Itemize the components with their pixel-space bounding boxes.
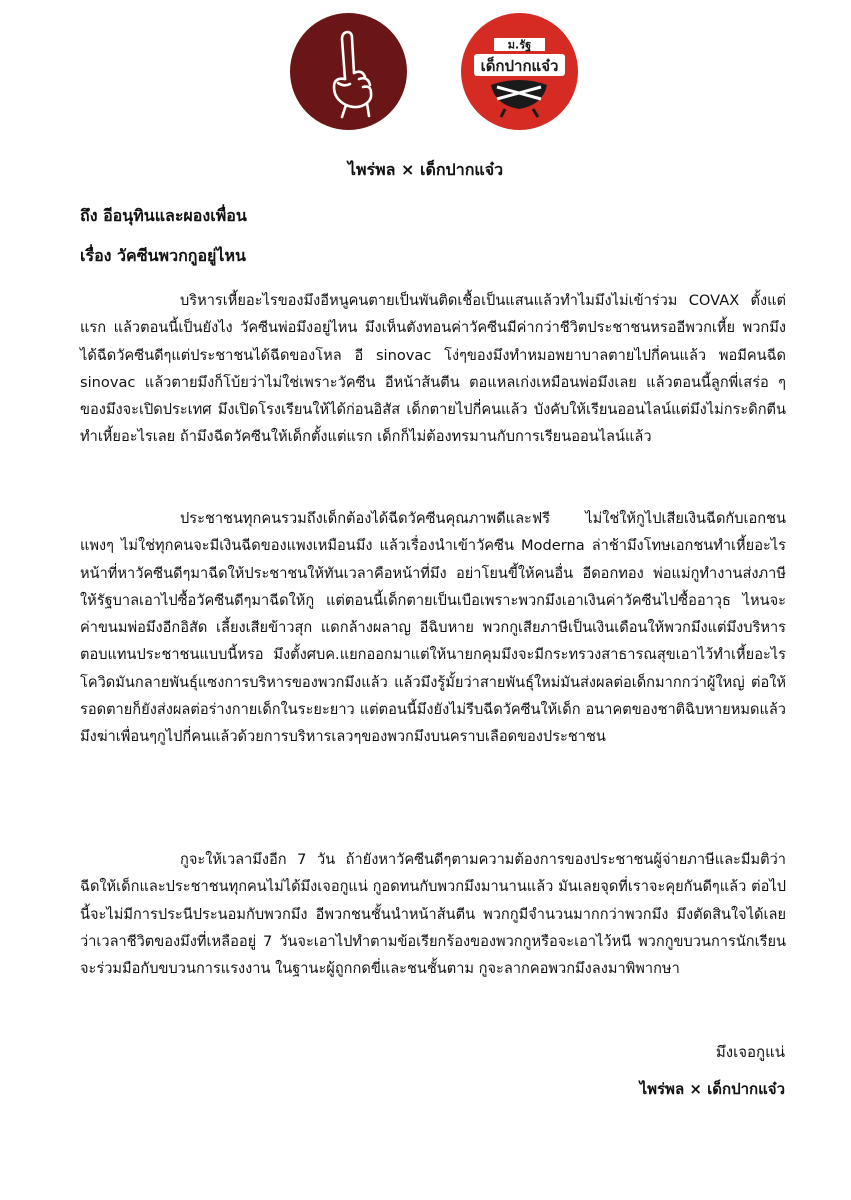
letter-recipient: ถึง อีอนุทินและผองเพื่อน [80,206,247,225]
letter-heading: ไพร่พล × เด็กปากแจ๋ว [347,160,504,179]
dek-pak-jaew-logo [461,13,578,130]
letter-paragraph-3: กูจะให้เวลามึงอีก 7 วัน ถ้ายังหาวัคซีนดีๆตามความต้องการของประชาชนผู้จ่ายภาษีและมีมติว่าฉีดให้เด็กและประชาชนทุกคนไม่ได้มึงเจอกูแน่ กูอดทนกับพวกมึงมานานแล้ว มันเลยจุดที่เราจะคุยกันดีๆแล้ว ต่อไปนี้จะไม่มีการประนีประนอมกับพวกมึง อีพวกชนชั้นนำหน้าส้นตีน พวกกูมีจำนวนมากกว่าพวกมึง มึงตัดสินใจได้เลยว่าเวลาชีวิตของมึงที่เหลืออยู่ 7 วันจะเอาไปทำตามข้อเรียกร้องของพวกกูหรือจะเอาไว้หนี พวกกูขบวนการนักเรียนจะร่วมมือกับขบวนการแรงงาน ในฐานะผู้ถูกกดขี่และชนชั้นตาม กูจะลากคอพวกมึงลงมาพิพากษา [80,851,786,978]
logo-top-text: ม.รัฐ [507,38,532,52]
letter-paragraph-1: บริหารเหี้ยอะไรของมึงอีหนูคนตายเป็นพันติดเชื้อเป็นแสนแล้วทำไมมึงไม่เข้าร่วม COVAX ตั้งแต่แรก แล้วตอนนี้เป็นยังไง วัคซีนพ่อมึงอยู่ไหน มึงเห็นตังทอนค่าวัคซีนมีค่ากว่าชีวิตประชาชนหรออีพวกเหี้ย พวกมึงได้ฉีดวัคซีนดีๆแต่ประชาชนได้ฉีดของโหล อี sinovac โง่ๆของมึงทำหมอพยาบาลตายไปกี่คนแล้ว พอมีคนฉีด sinovac แล้วตายมึงก็โบ้ยว่าไม่ใช่เพราะวัคซีน อีหน้าส้นตีน ตอแหลเก่งเหมือนพ่อมึงเลย แล้วตอนนี้ลูกพี่เสร่อ ๆ ของมึงจะเปิดประเทศ มึงเปิดโรงเรียนให้ได้ก่อนอิสัส เด็กตายไปกี่คนแล้ว บังคับให้เรียนออนไลน์แต่มึงไม่กระดิกตีนทำเหี้ยอะไรเลย ถ้ามึงฉีดวัคซีนให้เด็กตั้งแต่แรก เด็กก็ไม่ต้องทรมานกับการเรียนออนไลน์แล้ว [80,292,786,446]
phraiphon-logo [290,13,407,130]
letter-signature: ไพร่พล × เด็กปากแจ๋ว [639,1080,785,1098]
megaphone-mouth-icon [461,13,578,130]
logo-main-text: เด็กปากแจ๋ว [480,57,559,75]
letter-closing: มึงเจอกูแน่ [715,1043,785,1061]
raised-finger-icon [290,13,407,130]
letter-subject: เรื่อง วัคซีนพวกกูอยู่ไหน [80,246,246,265]
letter-paragraph-2: ประชาชนทุกคนรวมถึงเด็กต้องได้ฉีดวัคซีนคุณภาพดีและฟรี ไม่ใช่ให้กูไปเสียเงินฉีดกับเอกชนแพงๆ ไม่ใช่ทุกคนจะมีเงินฉีดของแพงเหมือนมึง แล้วเรื่องนำเข้าวัคซีน Moderna ล่าช้ามึงโทษเอกชนทำเหี้ยอะไร หน้าที่หาวัคซีนดีๆมาฉีดให้ประชาชนให้ทันเวลาคือหน้าที่มึง อย่าโยนขี้ให้คนอื่น อีดอกทอง พ่อแม่กูทำงานส่งภาษีให้รัฐบาลเอาไปซื้อวัคซีนดีๆมาฉีดให้กู แต่ตอนนี้เด็กตายเป็นเบือเพราะพวกมึงเอาเงินค่าวัคซีนไปซื้ออาวุธ ไหนจะค่าขนมพ่อมึงอีกอิสัด เลี้ยงเสียข้าวสุก แดกล้างผลาญ อีฉิบหาย พวกกูเสียภาษีเป็นเงินเดือนให้พวกมึงแต่มึงบริหารตอบแทนประชาชนแบบนี้หรอ มึงตั้งศบค.แยกออกมาแต่ให้นายกคุมมึงจะมีกระทรวงสาธารณสุขเอาไว้ทำเหี้ยอะไร โควิดมันกลายพันธุ์แซงการบริหารของพวกมึงแล้ว แล้วมึงรู้มั้ยว่าสายพันธุ์ใหม่มันส่งผลต่อเด็กมากกว่าผู้ใหญ่ ต่อให้รอดตายก็ยังส่งผลต่อร่างกายเด็กในระยะยาว แต่ตอนนี้มึงยังไม่รีบฉีดวัคซีนให้เด็ก อนาคตของชาติฉิบหายหมดแล้ว มึงฆ่าเพื่อนๆกูไปกี่คนแล้วด้วยการบริหารเลวๆของพวกมึงบนคราบเลือดของประชาชน [80,510,786,746]
